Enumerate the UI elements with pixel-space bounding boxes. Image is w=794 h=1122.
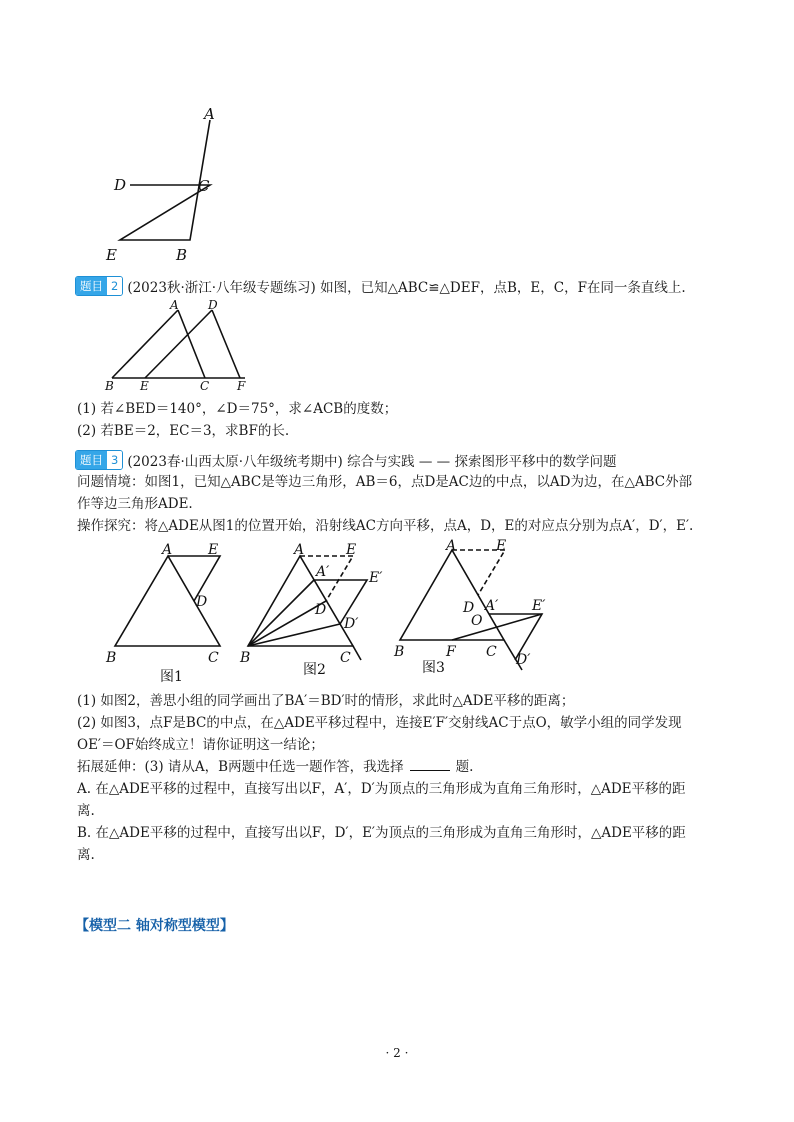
- label-o: O: [471, 613, 483, 629]
- q3-intro-3: 操作探究：将△ADE从图1的位置开始，沿射线AC方向平移，点A，D，E的对应点分别为点A′，D′，E′.: [77, 518, 694, 534]
- label-d: D: [315, 602, 327, 618]
- page-number: · 2 ·: [385, 1046, 409, 1060]
- q3-option-b-1: B. 在△ADE平移的过程中，直接写出以F，D′，E′为顶点的三角形成为直角三角形时，△ADE平移的距: [77, 825, 686, 841]
- caption-fig1: 图1: [160, 669, 183, 685]
- label-e: E: [140, 379, 149, 393]
- badge-label: 题目: [76, 451, 107, 469]
- label-e: E: [496, 538, 507, 554]
- label-e: E: [346, 542, 357, 558]
- label-c: C: [198, 177, 210, 195]
- extension-text: 拓展延伸：(3) 请从A，B两题中任选一题作答，我选择: [77, 759, 404, 775]
- label-c: C: [208, 650, 219, 666]
- q3-body-1: (1) 如图2，善思小组的同学画出了BA′＝BD′时的情形，求此时△ADE平移的距离；: [77, 693, 575, 709]
- label-f: F: [446, 644, 456, 660]
- q3-header: [75, 449, 616, 471]
- label-e-prime: E′: [369, 570, 383, 586]
- label-b: B: [176, 246, 188, 264]
- q3-body-3: OE′＝OF始终成立！请你证明这一结论；: [77, 737, 324, 753]
- figure-q2: [100, 298, 260, 395]
- badge-number: 2: [107, 277, 122, 295]
- label-c: C: [340, 650, 351, 666]
- q2-header: [75, 275, 686, 297]
- q2-badge: [75, 276, 123, 296]
- label-a: A: [446, 538, 457, 554]
- q3-intro-2: 作等边三角形ADE.: [77, 496, 193, 512]
- label-b: B: [240, 650, 251, 666]
- extension-end: 题.: [455, 759, 474, 775]
- figure-triangle-top: [100, 100, 230, 270]
- q2-part-2: (2) 若BE＝2，EC＝3，求BF的长.: [77, 423, 290, 439]
- section-title: 【模型二 轴对称型模型】: [75, 918, 234, 934]
- label-f: F: [237, 379, 246, 393]
- badge-label: 题目: [76, 277, 107, 295]
- badge-number: 3: [107, 451, 122, 469]
- q2-stem: (2023秋·浙江·八年级专题练习) 如图，已知△ABC≌△DEF，点B，E，C，F在同一条直线上.: [127, 280, 686, 296]
- q3-badge: [75, 450, 123, 470]
- label-b: B: [105, 379, 114, 393]
- label-d: D: [196, 594, 208, 610]
- label-a: A: [162, 542, 173, 558]
- label-c: C: [486, 644, 497, 660]
- label-a: A: [204, 105, 215, 123]
- label-a-prime: A′: [316, 564, 330, 580]
- label-a: A: [170, 298, 179, 312]
- q3-intro-1: 问题情境：如图1，已知△ABC是等边三角形，AB＝6，点D是AC边的中点，以AD为边，在△ABC外部: [77, 474, 693, 490]
- label-d-prime: D′: [344, 616, 359, 632]
- figure-3: [392, 538, 562, 678]
- q2-part-1: (1) 若∠BED＝140°，∠D＝75°，求∠ACB的度数；: [77, 401, 398, 417]
- caption-fig3: 图3: [422, 660, 445, 676]
- label-c: C: [200, 379, 210, 393]
- label-e-prime: E′: [532, 598, 546, 614]
- label-d: D: [208, 298, 218, 312]
- q3-stem: (2023春·山西太原·八年级统考期中) 综合与实践 — — 探索图形平移中的数学问题: [127, 454, 617, 470]
- answer-blank[interactable]: [410, 758, 450, 771]
- label-b: B: [394, 644, 405, 660]
- label-a-prime: A′: [485, 598, 499, 614]
- label-e: E: [208, 542, 219, 558]
- figure-2: [238, 538, 388, 678]
- label-d: D: [463, 600, 475, 616]
- label-d-prime: D′: [516, 652, 531, 668]
- q3-extension: [77, 758, 473, 776]
- label-b: B: [106, 650, 117, 666]
- figure-1: [100, 538, 240, 688]
- q3-option-b-2: 离.: [77, 847, 95, 863]
- q3-option-a-2: 离.: [77, 803, 95, 819]
- caption-fig2: 图2: [303, 662, 326, 678]
- q3-body-2: (2) 如图3，点F是BC的中点，在△ADE平移过程中，连接E′F′交射线AC于点O，敏学小组的同学发现: [77, 715, 682, 731]
- label-d: D: [114, 176, 127, 194]
- q3-option-a-1: A. 在△ADE平移的过程中，直接写出以F，A′，D′为顶点的三角形成为直角三角形时，△ADE平移的距: [77, 781, 686, 797]
- label-a: A: [294, 542, 305, 558]
- label-e: E: [106, 246, 117, 264]
